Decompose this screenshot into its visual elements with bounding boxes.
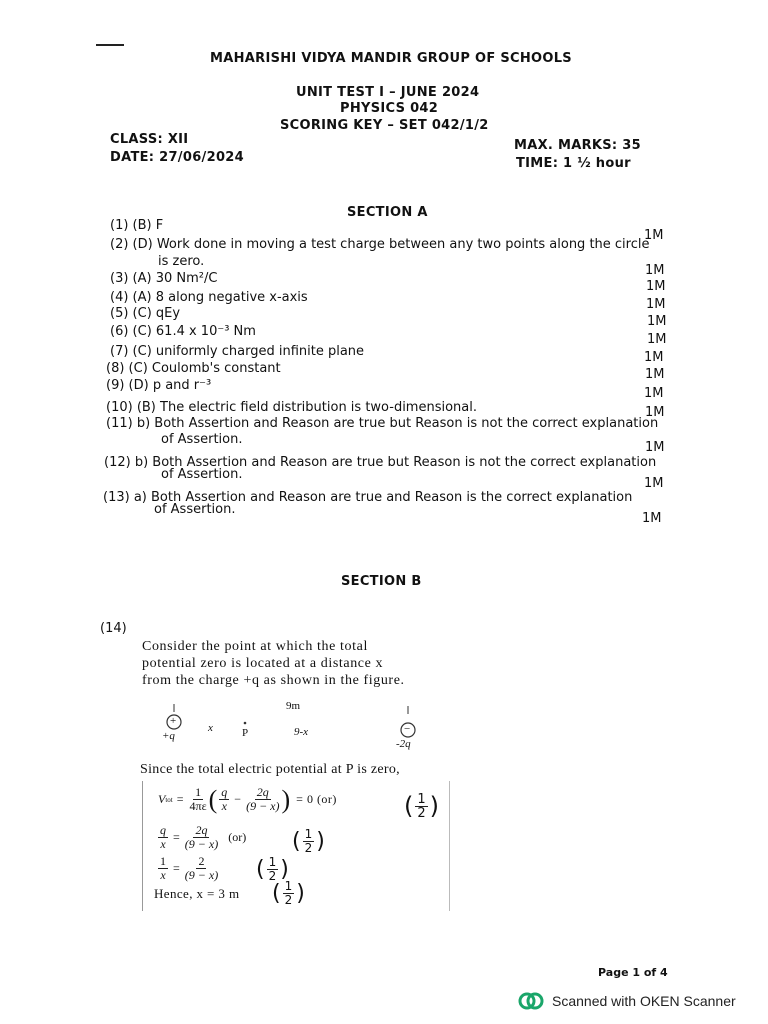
half-1-num: 1 — [417, 791, 426, 807]
eq1-f1-num: q — [221, 785, 228, 799]
answer-13: (13) a) Both Assertion and Reason are true and Reason is the correct explanation — [103, 490, 633, 505]
half-4-num: 1 — [284, 879, 293, 893]
answer-12: (12) b) Both Assertion and Reason are true but Reason is not the correct explanation — [104, 455, 657, 470]
school-name: MAHARISHI VIDYA MANDIR GROUP OF SCHOOLS — [210, 51, 572, 66]
scanner-text: Scanned with OKEN Scanner — [552, 993, 736, 1009]
answer-6: (6) (C) 61.4 x 10⁻³ Nm — [110, 324, 256, 339]
question-number: (14) — [100, 621, 127, 636]
answer-9-mark: 1M — [644, 386, 664, 401]
answer-9: (9) (D) p and r⁻³ — [106, 378, 212, 393]
hence-line: Hence, x = 3 m — [154, 886, 240, 901]
intro-line-1: Consider the point at which the total — [142, 639, 368, 654]
answer-8-mark: 1M — [645, 367, 665, 382]
half-3-den: 2 — [268, 869, 277, 883]
half-mark-3: ( $\frac{1}{2}$ ) — [256, 855, 289, 883]
answer-7: (7) (C) uniformly charged infinite plane — [110, 344, 365, 359]
answer-1-mark: 1M — [644, 228, 664, 243]
eq1-f2-num: 2q — [256, 785, 269, 799]
answer-7-mark: 1M — [644, 350, 664, 365]
page-number: Page 1 of 4 — [598, 966, 668, 979]
figure-minus-charge: -2q — [396, 738, 411, 750]
since-line: Since the total electric potential at P is zero, — [140, 762, 400, 777]
date-label: DATE: 27/06/2024 — [110, 150, 244, 165]
half-2-den: 2 — [304, 841, 313, 855]
answer-12-mark: 1M — [644, 476, 664, 491]
figure-x-label: x — [208, 722, 213, 734]
corner-dash — [96, 44, 124, 46]
figure-total-distance: 9m — [286, 700, 301, 712]
eq2-f2-den: (9 − x) — [184, 837, 219, 851]
half-mark-2: ( $\frac{1}{2}$ ) — [292, 827, 325, 855]
max-marks: MAX. MARKS: 35 — [514, 138, 641, 153]
answer-4: (4) (A) 8 along negative x-axis — [110, 290, 308, 305]
eq3-f1-den: x — [160, 868, 166, 882]
half-mark-1: ( $\frac{1}{2}$ ) — [404, 791, 440, 821]
eq2-f1-den: x — [160, 837, 166, 851]
scoring-key: SCORING KEY – SET 042/1/2 — [280, 118, 489, 133]
answer-10-mark: 1M — [645, 405, 665, 420]
half-1-den: 2 — [417, 805, 426, 821]
eq3-f1-num: 1 — [160, 854, 166, 868]
figure-rest-distance: 9-x — [294, 726, 309, 738]
point-p-dot — [244, 722, 247, 725]
eq2-rhs: (or) — [228, 830, 247, 844]
answer-13-continuation: of Assertion. — [154, 502, 236, 517]
class-label: CLASS: XII — [110, 132, 189, 147]
eq3-f2-den: (9 − x) — [184, 868, 219, 882]
half-2-num: 1 — [304, 827, 313, 841]
answer-2-mark: 1M — [645, 263, 665, 278]
answer-2-continuation: is zero. — [158, 254, 205, 269]
answer-1: (1) (B) F — [110, 218, 164, 233]
q14-intro — [142, 638, 405, 689]
figure-plus-charge: +q — [162, 730, 175, 742]
scanner-badge — [518, 991, 736, 1011]
section-b-title: SECTION B — [341, 574, 422, 589]
eq1-coef-den: 4πε — [189, 799, 207, 813]
equation-2: $\frac{q}{x}$ = $\frac{2q}{(9 - x)}$ (or) — [160, 823, 247, 851]
eq1-rhs: = 0 (or) — [296, 792, 337, 806]
eq1-f1-den: x — [221, 799, 227, 813]
intro-line-2: potential zero is located at a distance x — [142, 656, 384, 671]
oken-logo-icon — [518, 991, 544, 1011]
eq1-minus: − — [234, 792, 242, 806]
eq2-f2-num: 2q — [195, 823, 208, 837]
answer-11-mark: 1M — [645, 440, 665, 455]
eq1-coef-num: 1 — [195, 785, 202, 799]
answer-8: (8) (C) Coulomb's constant — [106, 361, 281, 376]
answer-5-mark: 1M — [647, 314, 667, 329]
section-a-title: SECTION A — [347, 205, 428, 220]
eq1-lhs: V — [158, 792, 166, 806]
answer-11: (11) b) Both Assertion and Reason are true but Reason is not the correct explanation — [106, 416, 659, 431]
answer-13-mark: 1M — [642, 511, 662, 526]
answer-5: (5) (C) qEy — [110, 306, 181, 321]
equation-1: V tot = $\frac{1}{4\pi\varepsilon}$ ( $\frac{q}{x}$ − $\frac{2q}{(9 - x)}$ ) = 0 (or) — [158, 784, 337, 814]
answer-4-mark: 1M — [646, 297, 666, 312]
time-label: TIME: 1 ½ hour — [516, 156, 631, 171]
answer-6-mark: 1M — [647, 332, 667, 347]
half-mark-4: ( $\frac{1}{2}$ ) — [272, 879, 305, 907]
answer-2: (2) (D) Work done in moving a test charge between any two points along the circle — [110, 237, 650, 252]
answer-11-continuation: of Assertion. — [161, 432, 243, 447]
answer-12-continuation: of Assertion. — [161, 467, 243, 482]
equation-3: $\frac{1}{x}$ = $\frac{2}{(9 - x)}$ — [160, 854, 219, 882]
eq1-f2-den: (9 − x) — [246, 799, 280, 813]
answer-3: (3) (A) 30 Nm²/C — [110, 271, 218, 286]
subject-name: PHYSICS 042 — [340, 101, 439, 116]
half-3-num: 1 — [268, 855, 277, 869]
intro-line-3: from the charge +q as shown in the figure. — [142, 673, 405, 688]
eq2-f1-num: q — [160, 823, 166, 837]
answer-10: (10) (B) The electric field distribution is two-dimensional. — [106, 400, 477, 415]
test-name: UNIT TEST I – JUNE 2024 — [296, 85, 480, 100]
eq3-f2-num: 2 — [198, 854, 205, 868]
answer-3-mark: 1M — [646, 279, 666, 294]
figure-point-p: P — [242, 727, 249, 739]
eq1-sub: tot — [165, 795, 173, 804]
minus-sign: − — [404, 723, 411, 735]
plus-sign: + — [170, 715, 177, 727]
half-4-den: 2 — [284, 893, 293, 907]
